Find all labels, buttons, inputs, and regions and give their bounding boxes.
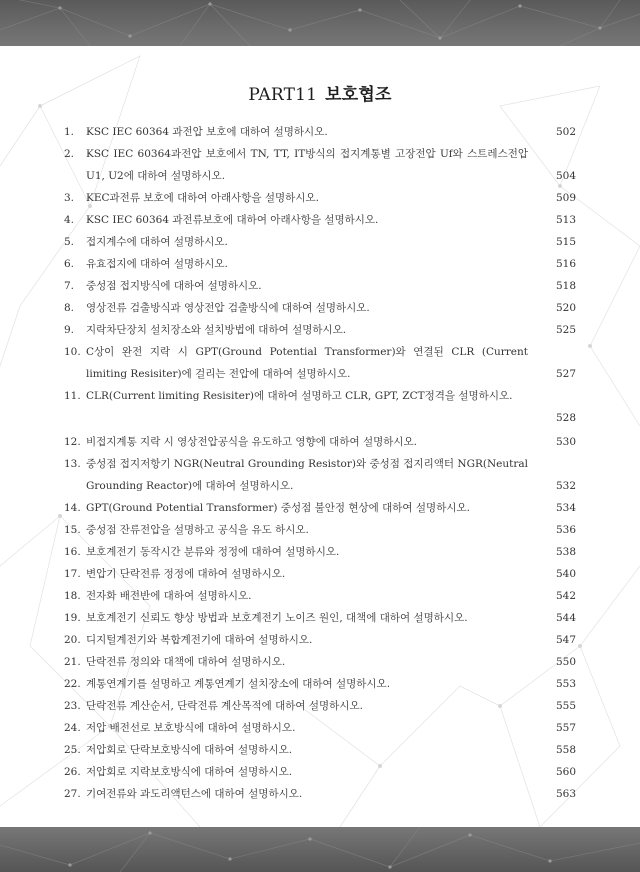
- toc-entry: [64, 297, 576, 319]
- toc-entry: [64, 761, 576, 783]
- toc-text: 변압기 단락전류 정정에 대하여 설명하시오.: [86, 568, 286, 580]
- toc-text: 비접지계통 지락 시 영상전압공식을 유도하고 영향에 대하여 설명하시오.: [86, 436, 417, 448]
- toc-number: 18.: [64, 590, 81, 602]
- toc-page: 525: [555, 324, 576, 336]
- toc-number: 8.: [64, 302, 75, 314]
- toc-entry: [64, 695, 576, 717]
- toc-text: 디지털계전기와 복합계전기에 대하여 설명하시오.: [86, 634, 313, 646]
- toc-page: 528: [555, 412, 576, 424]
- toc-number: 23.: [64, 700, 81, 712]
- toc-text: 저압회로 지락보호방식에 대하여 설명하시오.: [86, 766, 293, 778]
- toc-entry: [64, 143, 576, 187]
- toc-entry: [64, 629, 576, 651]
- toc-page: 513: [555, 214, 576, 226]
- toc-number: 5.: [64, 236, 75, 248]
- toc-page: 530: [555, 436, 576, 448]
- toc-number: 17.: [64, 568, 81, 580]
- toc-page: 540: [555, 568, 576, 580]
- toc-page: 516: [555, 258, 576, 270]
- toc-text: 중성점 잔류전압을 설명하고 공식을 유도 하시오.: [86, 524, 309, 536]
- part-title: 보호협조: [325, 85, 392, 105]
- toc-number: 16.: [64, 546, 81, 558]
- toc-number: 2.: [64, 148, 75, 160]
- toc-page: 560: [555, 766, 576, 778]
- toc-page: 542: [555, 590, 576, 602]
- table-of-contents: [64, 121, 576, 805]
- toc-text: 전자화 배전반에 대하여 설명하시오.: [86, 590, 252, 602]
- toc-page: 550: [555, 656, 576, 668]
- toc-number: 25.: [64, 744, 81, 756]
- network-pattern-top: [0, 0, 640, 46]
- toc-number: 11.: [64, 390, 81, 402]
- toc-page: 502: [555, 126, 576, 138]
- toc-text: KSC IEC 60364 과전압 보호에 대하여 설명하시오.: [86, 126, 328, 138]
- toc-page: 563: [555, 788, 576, 800]
- toc-entry: [64, 563, 576, 585]
- toc-number: 7.: [64, 280, 75, 292]
- toc-text: KEC과전류 보호에 대하여 아래사항을 설명하시오.: [86, 192, 319, 204]
- toc-page: 558: [555, 744, 576, 756]
- toc-page: 504: [555, 170, 576, 182]
- toc-number: 27.: [64, 788, 81, 800]
- toc-entry: [64, 231, 576, 253]
- page-sheet: [0, 46, 640, 827]
- toc-text: KSC IEC 60364 과전류보호에 대하여 아래사항을 설명하시오.: [86, 214, 379, 226]
- toc-entry: [64, 121, 576, 143]
- toc-entry: [64, 341, 576, 385]
- toc-entry: [64, 585, 576, 607]
- toc-text: 단락전류 계산순서, 단락전류 계산목적에 대하여 설명하시오.: [86, 700, 363, 712]
- toc-number: 14.: [64, 502, 81, 514]
- toc-entry: [64, 431, 576, 453]
- toc-text: 유효접지에 대하여 설명하시오.: [86, 258, 228, 270]
- toc-page: 547: [555, 634, 576, 646]
- toc-number: 15.: [64, 524, 81, 536]
- toc-text: CLR(Current limiting Resisiter)에 대하여 설명하고 CLR, GPT, ZCT정격을 설명하시오.: [86, 390, 513, 402]
- toc-text: 계통연계기를 설명하고 계통연계기 설치장소에 대하여 설명하시오.: [86, 678, 391, 690]
- toc-number: 24.: [64, 722, 81, 734]
- toc-entry: [64, 385, 576, 429]
- toc-text: 단락전류 정의와 대책에 대하여 설명하시오.: [86, 656, 286, 668]
- toc-number: 21.: [64, 656, 81, 668]
- toc-page: 538: [555, 546, 576, 558]
- toc-page: 532: [555, 480, 576, 492]
- toc-page: 527: [555, 368, 576, 380]
- toc-page: 534: [555, 502, 576, 514]
- toc-number: 26.: [64, 766, 81, 778]
- toc-entry: [64, 253, 576, 275]
- toc-entry: [64, 209, 576, 231]
- network-pattern-bottom: [0, 827, 640, 872]
- bottom-banner: [0, 827, 640, 872]
- toc-entry: [64, 717, 576, 739]
- toc-number: 22.: [64, 678, 81, 690]
- toc-page: 557: [555, 722, 576, 734]
- toc-entry: [64, 651, 576, 673]
- toc-number: 20.: [64, 634, 81, 646]
- toc-page: 536: [555, 524, 576, 536]
- toc-number: 4.: [64, 214, 75, 226]
- toc-number: 3.: [64, 192, 75, 204]
- toc-text: 중성점 접지방식에 대하여 설명하시오.: [86, 280, 262, 292]
- toc-entry: [64, 607, 576, 629]
- toc-page: 518: [555, 280, 576, 292]
- toc-entry: [64, 673, 576, 695]
- toc-page: 509: [555, 192, 576, 204]
- toc-entry: [64, 319, 576, 341]
- toc-text: 접지계수에 대하여 설명하시오.: [86, 236, 228, 248]
- toc-page: 515: [555, 236, 576, 248]
- toc-number: 1.: [64, 126, 75, 138]
- toc-number: 19.: [64, 612, 81, 624]
- toc-text: KSC IEC 60364과전압 보호에서 TN, TT, IT방식의 접지계통별 고장전압 Uf와 스트레스전압 U1, U2에 대하여 설명하시오.: [86, 148, 528, 182]
- page-title: [0, 80, 640, 105]
- toc-number: 10.: [64, 346, 81, 358]
- toc-page: 553: [555, 678, 576, 690]
- toc-text: 중성점 접지저항기 NGR(Neutral Grounding Resistor)와 중성점 접지리액터 NGR(Neutral Grounding Reactor)에 대하여 설명하시오.: [86, 458, 528, 492]
- toc-page: 544: [555, 612, 576, 624]
- toc-entry: [64, 519, 576, 541]
- toc-text: 보호계전기 동작시간 분류와 정정에 대하여 설명하시오.: [86, 546, 340, 558]
- toc-text: 저압회로 단락보호방식에 대하여 설명하시오.: [86, 744, 293, 756]
- toc-entry: [64, 541, 576, 563]
- toc-text: GPT(Ground Potential Transformer) 중성점 불안정 현상에 대하여 설명하시오.: [86, 502, 470, 514]
- toc-entry: [64, 739, 576, 761]
- part-label: PART11: [248, 85, 318, 105]
- toc-text: 기여전류와 과도리액턴스에 대하여 설명하시오.: [86, 788, 303, 800]
- toc-page: 520: [555, 302, 576, 314]
- toc-number: 9.: [64, 324, 75, 336]
- toc-number: 12.: [64, 436, 81, 448]
- toc-number: 6.: [64, 258, 75, 270]
- top-banner: [0, 0, 640, 46]
- toc-entry: [64, 187, 576, 209]
- toc-text: C상이 완전 지락 시 GPT(Ground Potential Transformer)와 연결된 CLR (Current limiting Resisiter)에 걸리는 전압에 대하여 설명하시오.: [86, 346, 528, 380]
- toc-text: 보호계전기 신뢰도 향상 방법과 보호계전기 노이즈 원인, 대책에 대하여 설명하시오.: [86, 612, 468, 624]
- toc-text: 영상전류 검출방식과 영상전압 검출방식에 대하여 설명하시오.: [86, 302, 370, 314]
- toc-entry: [64, 275, 576, 297]
- toc-number: 13.: [64, 458, 81, 470]
- toc-entry: [64, 453, 576, 497]
- toc-entry: [64, 783, 576, 805]
- toc-text: 저압 배전선로 보호방식에 대하여 설명하시오.: [86, 722, 296, 734]
- toc-page: 555: [555, 700, 576, 712]
- toc-entry: [64, 497, 576, 519]
- toc-text: 지락차단장치 설치장소와 설치방법에 대하여 설명하시오.: [86, 324, 347, 336]
